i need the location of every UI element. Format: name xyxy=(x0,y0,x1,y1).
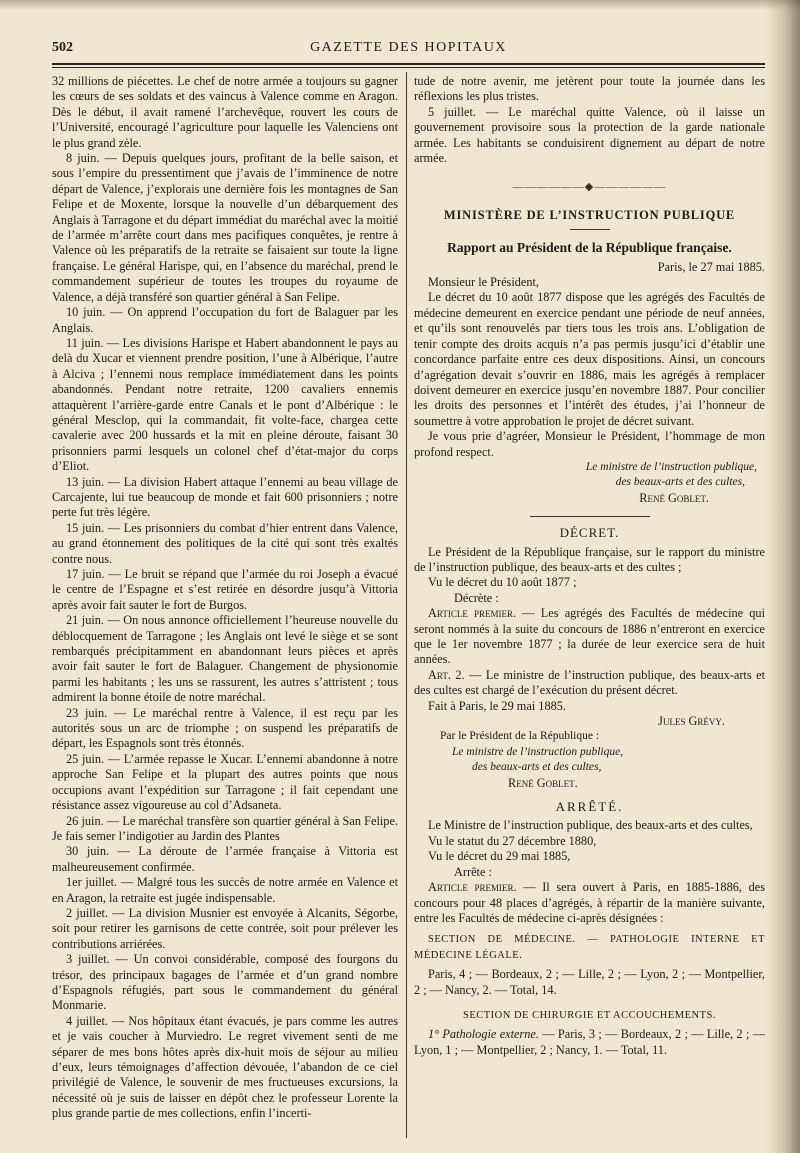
decree-signature-grevy: Jules Grévy. xyxy=(658,714,725,729)
running-header xyxy=(52,34,765,54)
decree-minister-title: Le ministre de l’instruction publique, xyxy=(452,745,624,758)
column-divider xyxy=(406,72,407,1138)
report-signatory-name: René Goblet. xyxy=(639,490,709,505)
right-paragraph: 5 juillet. — Le maréchal quitte Valence, où il laisse un gouvernement provisoire sous la protection de la garde nationale armée. Les habitants se conduisirent dignement au départ de notre armée. xyxy=(414,104,765,166)
arrete-intro: Le Ministre de l’instruction publique, des beaux-arts et des cultes, xyxy=(428,818,753,833)
arrete-arrete: Arrête : xyxy=(454,864,492,879)
page-top-shadow xyxy=(0,0,800,10)
subsection-label: 1° Pathologie externe. xyxy=(428,1027,539,1042)
article-text: — Il sera ouvert à Paris, en 1885-1886, des concours pour 48 places d’agrégés, à répartir de la manière suivante, entre les Facultés de médecine ci-après désignées : xyxy=(414,880,765,925)
section-heading-chirurgie: SECTION DE CHIRURGIE ET ACCOUCHEMENTS. xyxy=(462,1009,717,1021)
arrete-vu: Vu le statut du 27 décembre 1880, xyxy=(428,833,597,848)
left-paragraph: 17 juin. — Le bruit se répand que l’armée du roi Joseph a évacué le centre de l’Espagne et s’est retirée en désordre jusqu’à Vittoria après avoir fait sauter le fort de Burgos. xyxy=(52,567,398,612)
left-paragraph: 8 juin. — Depuis quelques jours, profitant de la belle saison, et sous l’empire du pressentiment que j’avais de l’imminence de notre départ de Valence, j’explorais une dernière fois les montagnes de San Felipe et de Moxente, lorsque la nouvelle d’un débarquement des Anglais à Tarragone et du départ immédiat du maréchal avec la moitié de l’armée m’arrête court dans mes pacifiques conquêtes, je rentre à Valence où les préparatifs de la retraite se faisaient sur toute la ligne française. Le général Harispe, qui, en l’absence du maréchal, prend le commandement supérieur de toutes les troupes du royaume de Valence, a déjà transféré son quartier général à San Felipe. xyxy=(52,151,398,304)
left-paragraph: 30 juin. — La déroute de l’armée française à Vittoria est malheureusement confirmée. xyxy=(52,844,398,874)
ministry-heading: MINISTÈRE DE L’INSTRUCTION PUBLIQUE xyxy=(443,207,736,222)
decree-decrete: Décrète : xyxy=(454,590,499,605)
decree-fait: Fait à Paris, le 29 mai 1885. xyxy=(428,698,566,713)
report-title: Rapport au Président de la République française. xyxy=(447,240,732,256)
decree-minister-title: des beaux-arts et des cultes, xyxy=(472,761,602,774)
header-rule-thin xyxy=(52,67,765,68)
header-rule-thick xyxy=(52,63,765,65)
arrete-vu: Vu le décret du 29 mai 1885, xyxy=(428,849,571,864)
left-paragraph: 15 juin. — Les prisonniers du combat d’hier entrent dans Valence, au grand étonnement des politiques de la cité qui sont très exaltés contre nous. xyxy=(52,520,398,566)
left-paragraph: 3 juillet. — Un convoi considérable, composé des fourgons du trésor, des principaux bagages de l’armée et d’un grand nombre d’Espagnols réfugiés, part sous le commandement du général Monmarie. xyxy=(52,952,398,1013)
left-paragraph: 25 juin. — L’armée repasse le Xucar. L’ennemi abandonne à notre approche San Felipe et la plupart des autres points que nous occupions avant l’expédition sur Tarragone ; il fait cependant une résistance assez vigoureuse au col d’Adsaneta. xyxy=(52,751,398,813)
left-paragraph: 26 juin. — Le maréchal transfère son quartier général à San Felipe. Je fais semer l’indigotier au Jardin des Plantes xyxy=(52,813,398,843)
page-binding-shadow xyxy=(766,0,800,1153)
left-paragraph: 1er juillet. — Malgré tous les succès de notre armée en Valence et en Aragon, la retraite est jugée indispensable. xyxy=(52,875,398,905)
left-paragraph: 2 juillet. — La division Musnier est envoyée à Alcanits, Ségorbe, soit pour retirer les garnisons de cette contrée, soit pour prélever les contributions arriérées. xyxy=(52,905,398,951)
article-label: Article premier. xyxy=(428,606,517,621)
section-heading-medecine: SECTION DE MÉDECINE. — PATHOLOGIE INTERNE ET MÉDECINE LÉGALE. xyxy=(414,934,765,961)
section-ornament: ——————◆—————— xyxy=(512,181,667,194)
publication-title: GAZETTE DES HOPITAUX xyxy=(310,40,507,55)
left-paragraph: 23 juin. — Le maréchal rentre à Valence, il est reçu par les autorités sous un arc de triomphe ; on suspend les préparatifs de départ, les Espagnols sont très étonnés. xyxy=(52,705,398,751)
decree-article-2 xyxy=(414,668,765,699)
subsection-text: — Paris, 3 ; — Bordeaux, 2 ; — Lille, 2 ; — Lyon, 1 ; — Montpellier, 2 ; Nancy, 1. — Total, 11. xyxy=(414,1027,765,1057)
report-place-date: Paris, le 27 mai 1885. xyxy=(657,259,765,274)
report-signatory-title: des beaux-arts et des cultes, xyxy=(615,476,745,489)
report-salutation: Monsieur le Président, xyxy=(428,275,539,290)
left-column xyxy=(52,74,398,1122)
decree-vu: Vu le décret du 10 août 1877 ; xyxy=(428,575,577,590)
left-paragraph: 32 millions de piécettes. Le chef de notre armée a toujours su gagner les cœurs de ses soldats et des vaincus à Valence comme en Aragon. Dès le début, il avait ramené l’archevêque, rouvert les cours de l’Université, encouragé l’agriculture pour laquelle les Valenciens ont le plus grand zèle. xyxy=(52,74,398,150)
left-paragraph: 10 juin. — On apprend l’occupation du fort de Balaguer par les Anglais. xyxy=(52,305,398,335)
section-medecine-text: Paris, 4 ; — Bordeaux, 2 ; — Lille, 2 ; — Lyon, 2 ; — Montpellier, 2 ; — Nancy, 2. — Total, 14. xyxy=(414,967,765,997)
article-label: Art. 2. xyxy=(428,667,465,682)
decree-intro: Le Président de la République française, sur le rapport du ministre de l’instruction publique, des beaux-arts et des cultes ; xyxy=(414,544,765,574)
decree-rule xyxy=(530,516,650,517)
page-number: 502 xyxy=(52,40,73,55)
left-paragraph: 13 juin. — La division Habert attaque l’ennemi au beau village de Carcajente, lui tue beaucoup de monde et fait 600 prisonniers ; notre perte fut très légère. xyxy=(52,474,398,520)
decree-par: Par le Président de la République : xyxy=(440,730,600,743)
right-paragraph: tude de notre avenir, me jetèrent pour toute la journée dans les réflexions les plus tristes. xyxy=(414,74,765,104)
report-signatory-title: Le ministre de l’instruction publique, xyxy=(585,460,757,473)
report-paragraph: Je vous prie d’agréer, Monsieur le Président, l’hommage de mon profond respect. xyxy=(414,429,765,459)
article-text: — Le ministre de l’instruction publique, des beaux-arts et des cultes est chargé de l’exécution du présent décret. xyxy=(414,667,765,698)
left-paragraph: 21 juin. — On nous annonce officiellement l’heureuse nouvelle du déblocquement de Tarragone ; les Anglais ont levé le siège et se sont rembarqués précipitamment en abandonnant leurs pièces et après avoir fait sauter le fort de Balaguer. Changement de physionomie parmi les habitants ; les uns se rassurent, les autres s’attristent ; tous admirent la bonne étoile de notre maréchal. xyxy=(52,613,398,705)
right-column xyxy=(414,74,765,1058)
left-paragraph: 11 juin. — Les divisions Harispe et Habert abandonnent le pays au delà du Xucar et viennent prendre position, l’une à Albérique, l’autre à Alciva ; l’ennemi nous remplace immédiatement dans les points abandonnés. Pendant notre retraite, 1200 cavaliers ennemis attaquèrent l’arrière-garde entre Canals et le pont d’Albérique : le général Mesclop, qui la commandait, fit volte-face, chargea cette cavalerie avec 200 hussards et la mit en pleine déroute, faisant 30 prisonniers parmi lesquels un colonel chef d’état-major du corps d’Eliot. xyxy=(52,335,398,474)
decree-minister-name: René Goblet. xyxy=(508,775,578,790)
report-paragraph: Le décret du 10 août 1877 dispose que les agrégés des Facultés de médecine demeurent en exercice pendant une période de neuf années, et qu’ils sont renouvelés par tiers tous les trois ans. L’obligation de tenir compte des droits acquis n’a pas permis jusqu’ici d’établir une concordance parfaite entre ces deux dispositions. Ainsi, un concours d’agrégation devait s’ouvrir en 1886, mais les agrégés à remplacer doivent demeurer en exercice jusqu’en novembre 1887. Pour concilier les droits des personnes et l’intérêt des études, j’ai l’honneur de soumettre à votre approbation le projet de décret suivant. xyxy=(414,290,765,428)
arrete-article-1 xyxy=(414,880,765,926)
article-label: Article premier. xyxy=(428,880,517,895)
article-text: — Les agrégés des Facultés de médecine qui seront nommés à la suite du concours de 1886 n’entreront en exercice que le 1er novembre 1877 ; la durée de leur exercice sera de huit années. xyxy=(414,606,765,667)
short-rule xyxy=(570,229,610,230)
section-chirurgie-text xyxy=(414,1027,765,1058)
decree-article-1 xyxy=(414,606,765,668)
left-paragraph: 4 juillet. — Nos hôpitaux étant évacués, je pars comme les autres et je vais coucher à Murviedro. Le regret vivement senti de me séparer de mes bons hôtes après dix-huit mois de séjour au milieu d’eux, leurs témoignages d’affection dévouée, l’abandon de ce ciel privilégié de Valence, le souvenir de mes fructueuses excursions, la nécessité où je suis de laisser en dépôt chez le professeur Lorente la plus grande partie de mes collections, enfin l’incerti- xyxy=(52,1013,398,1121)
arrete-heading: ARRÊTÉ. xyxy=(555,799,624,815)
decree-heading: DÉCRET. xyxy=(559,525,620,541)
